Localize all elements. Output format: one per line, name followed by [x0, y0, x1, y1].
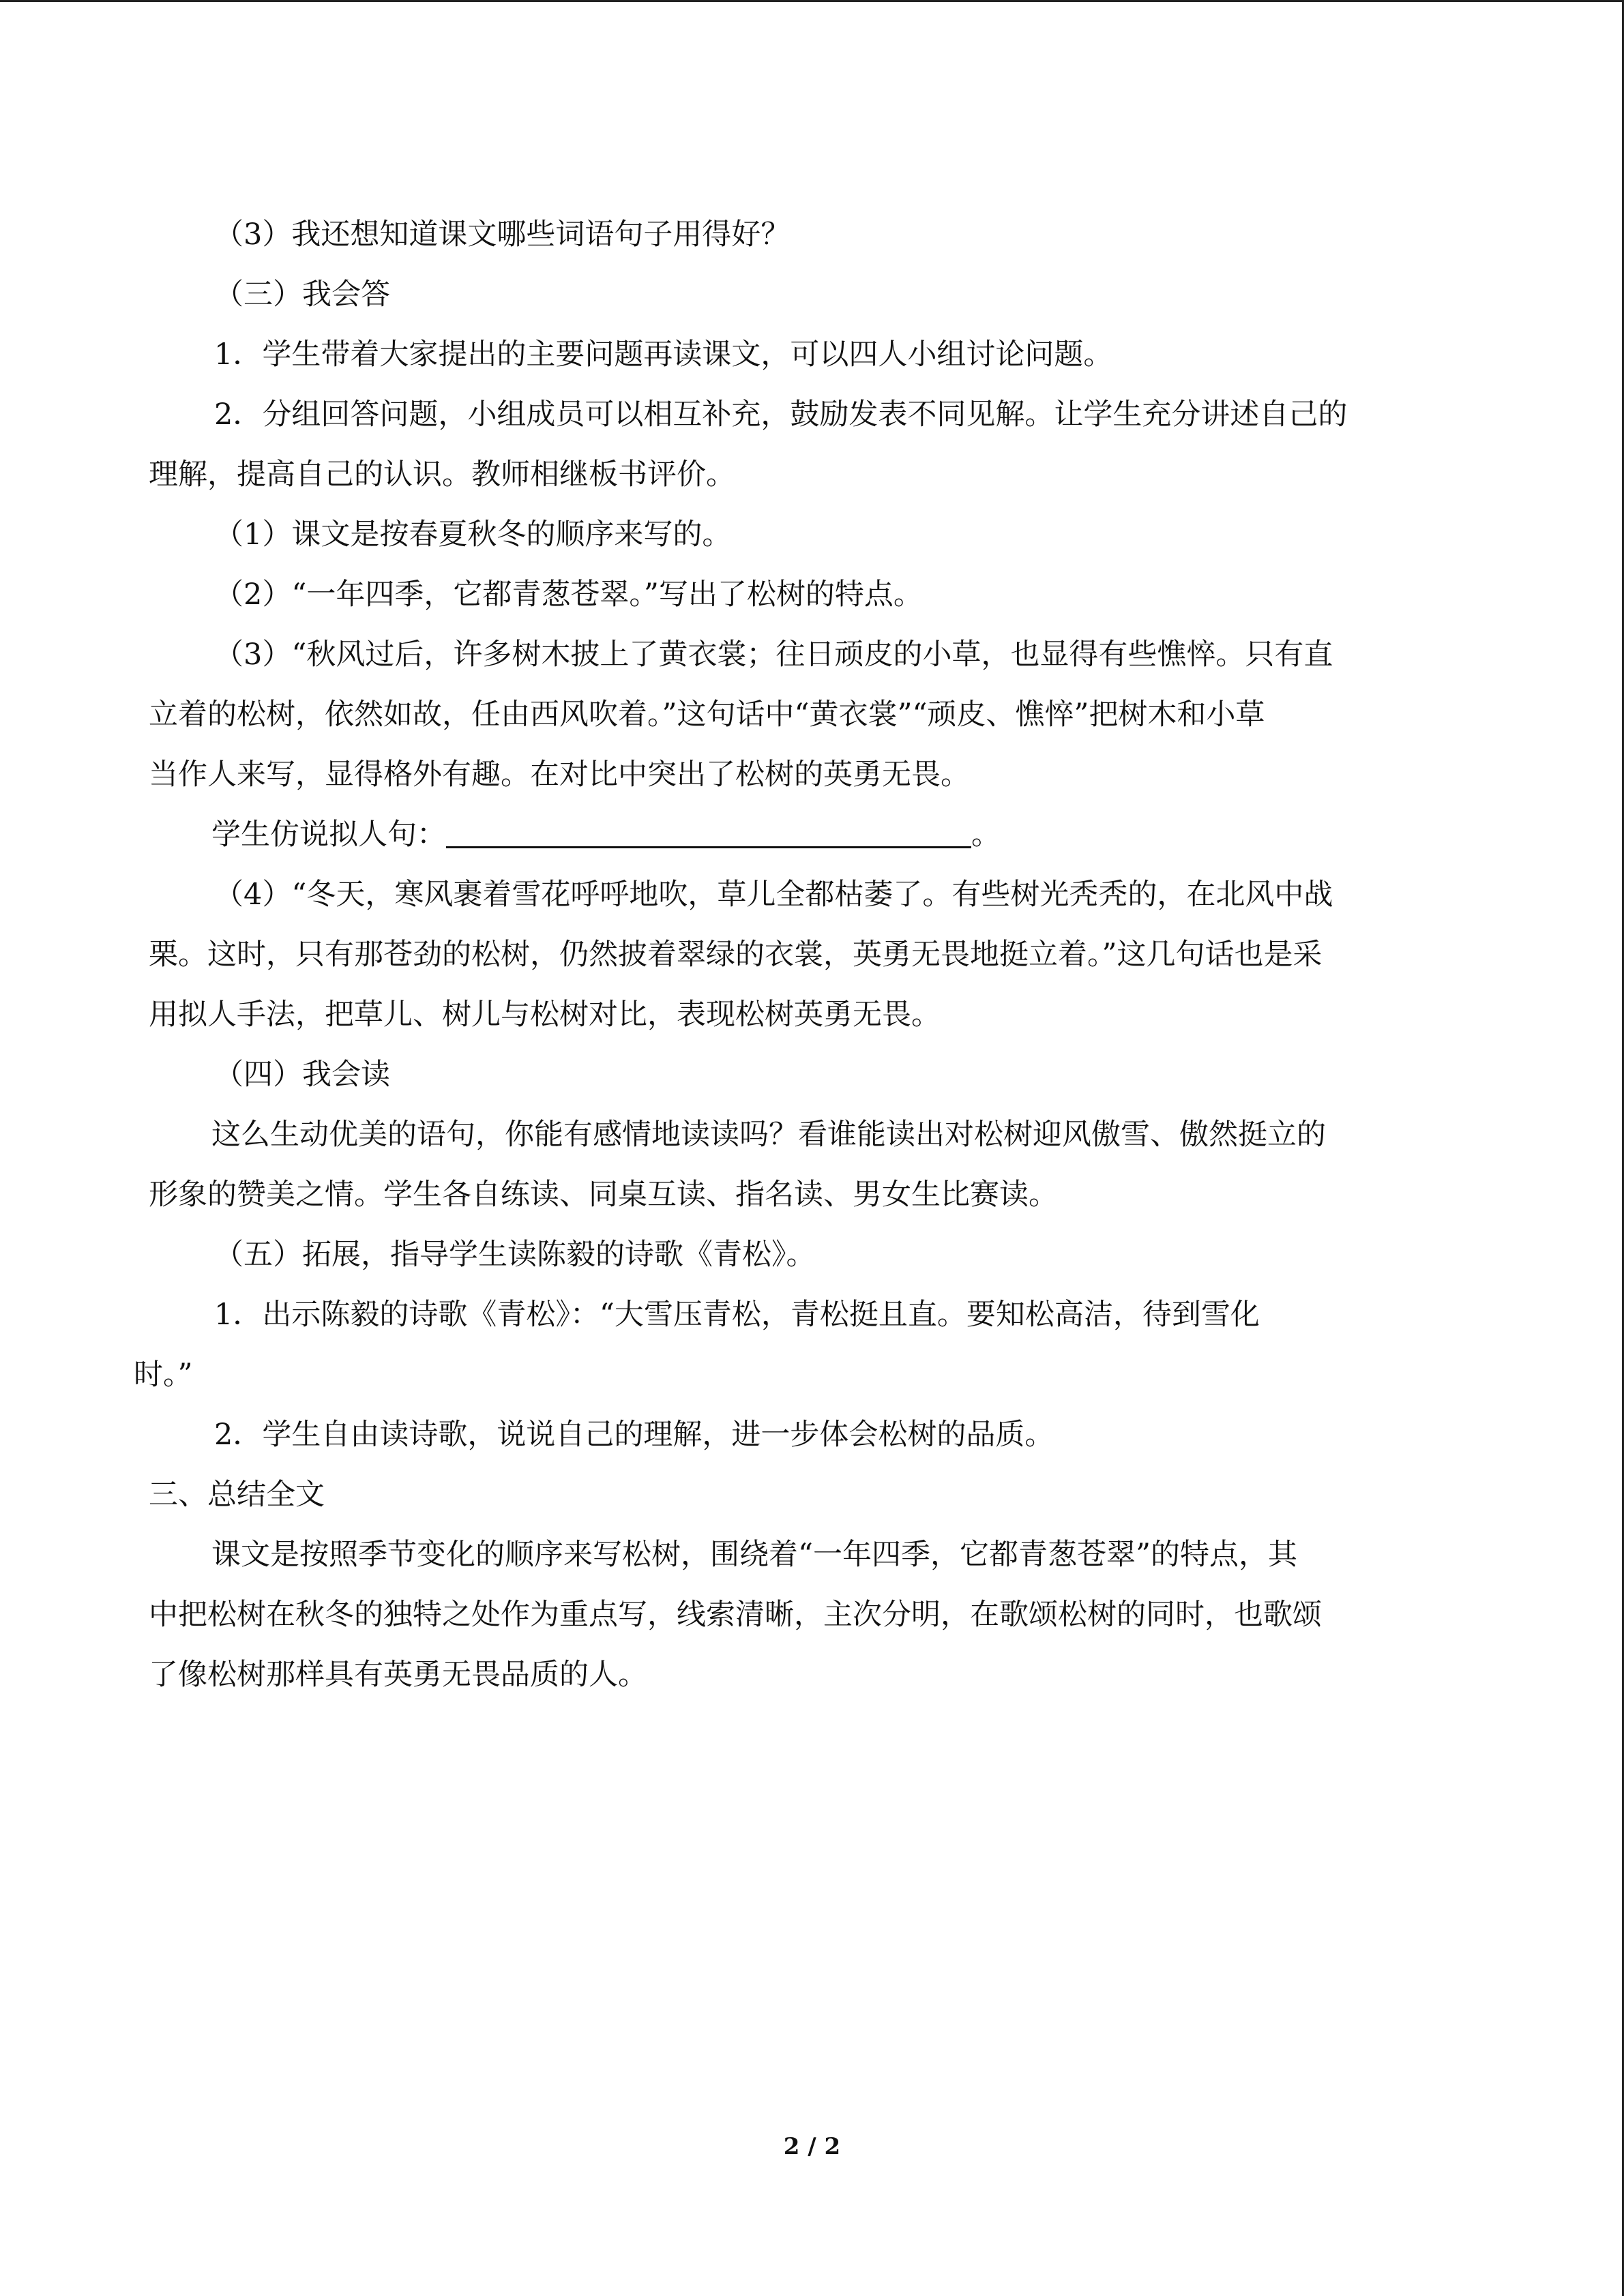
page-border-top [0, 0, 1624, 2]
paragraph-line: 栗。这时，只有那苍劲的松树，仍然披着翠绿的衣裳，英勇无畏地挺立着。”这几句话也是采 [149, 938, 1323, 972]
section-heading: （四）我会读 [214, 1058, 390, 1092]
paragraph: （2）“一年四季，它都青葱苍翠。”写出了松树的特点。 [214, 578, 923, 612]
section-heading: 三、总结全文 [149, 1478, 325, 1512]
paragraph-line: 这么生动优美的语句，你能有感情地读读吗？看谁能读出对松树迎风傲雪、傲然挺立的 [211, 1118, 1326, 1152]
paragraph-line: （3）“秋风过后，许多树木披上了黄衣裳；往日顽皮的小草，也显得有些憔悴。只有直 [214, 638, 1333, 672]
paragraph-line: （4）“冬天，寒风裹着雪花呼呼地吹，草儿全都枯萎了。有些树光秃秃的，在北风中战 [214, 878, 1333, 912]
paragraph: 1．学生带着大家提出的主要问题再读课文，可以四人小组讨论问题。 [214, 338, 1113, 372]
section-heading: （五）拓展，指导学生读陈毅的诗歌《青松》。 [214, 1238, 816, 1272]
document-body [134, 205, 1475, 1705]
paragraph-line: 立着的松树，依然如故，任由西风吹着。”这句话中“黄衣裳”“顽皮、憔悴”把树木和小草 [149, 698, 1265, 732]
paragraph-line: 理解，提高自己的认识。教师相继板书评价。 [149, 458, 735, 492]
page-number: 2 / 2 [783, 2133, 841, 2160]
fill-in-label: 学生仿说拟人句： [211, 818, 446, 852]
blank-answer-line[interactable] [446, 811, 971, 848]
fill-in-end: 。 [971, 818, 1001, 852]
paragraph-line: 课文是按照季节变化的顺序来写松树，围绕着“一年四季，它都青葱苍翠”的特点，其 [211, 1538, 1297, 1572]
paragraph-line: 了像松树那样具有英勇无畏品质的人。 [149, 1658, 647, 1692]
paragraph-line: 形象的赞美之情。学生各自练读、同桌互读、指名读、男女生比赛读。 [149, 1178, 1058, 1212]
paragraph-line: 中把松树在秋冬的独特之处作为重点写，线索清晰，主次分明，在歌颂松树的同时，也歌颂 [149, 1598, 1322, 1632]
paragraph-line: 用拟人手法，把草儿、树儿与松树对比，表现松树英勇无畏。 [149, 998, 941, 1032]
paragraph: （1）课文是按春夏秋冬的顺序来写的。 [214, 518, 732, 552]
paragraph-line: 时。” [134, 1358, 193, 1392]
paragraph-line: 1．出示陈毅的诗歌《青松》：“大雪压青松，青松挺且直。要知松高洁，待到雪化 [214, 1298, 1260, 1332]
paragraph: 2．学生自由读诗歌，说说自己的理解，进一步体会松树的品质。 [214, 1418, 1054, 1452]
paragraph-line: 当作人来写，显得格外有趣。在对比中突出了松树的英勇无畏。 [149, 758, 970, 792]
paragraph-line: 2．分组回答问题，小组成员可以相互补充，鼓励发表不同见解。让学生充分讲述自己的 [214, 398, 1348, 432]
fill-in-line [149, 805, 1475, 865]
paragraph: （3）我还想知道课文哪些词语句子用得好？ [214, 218, 791, 252]
section-heading: （三）我会答 [214, 278, 390, 312]
